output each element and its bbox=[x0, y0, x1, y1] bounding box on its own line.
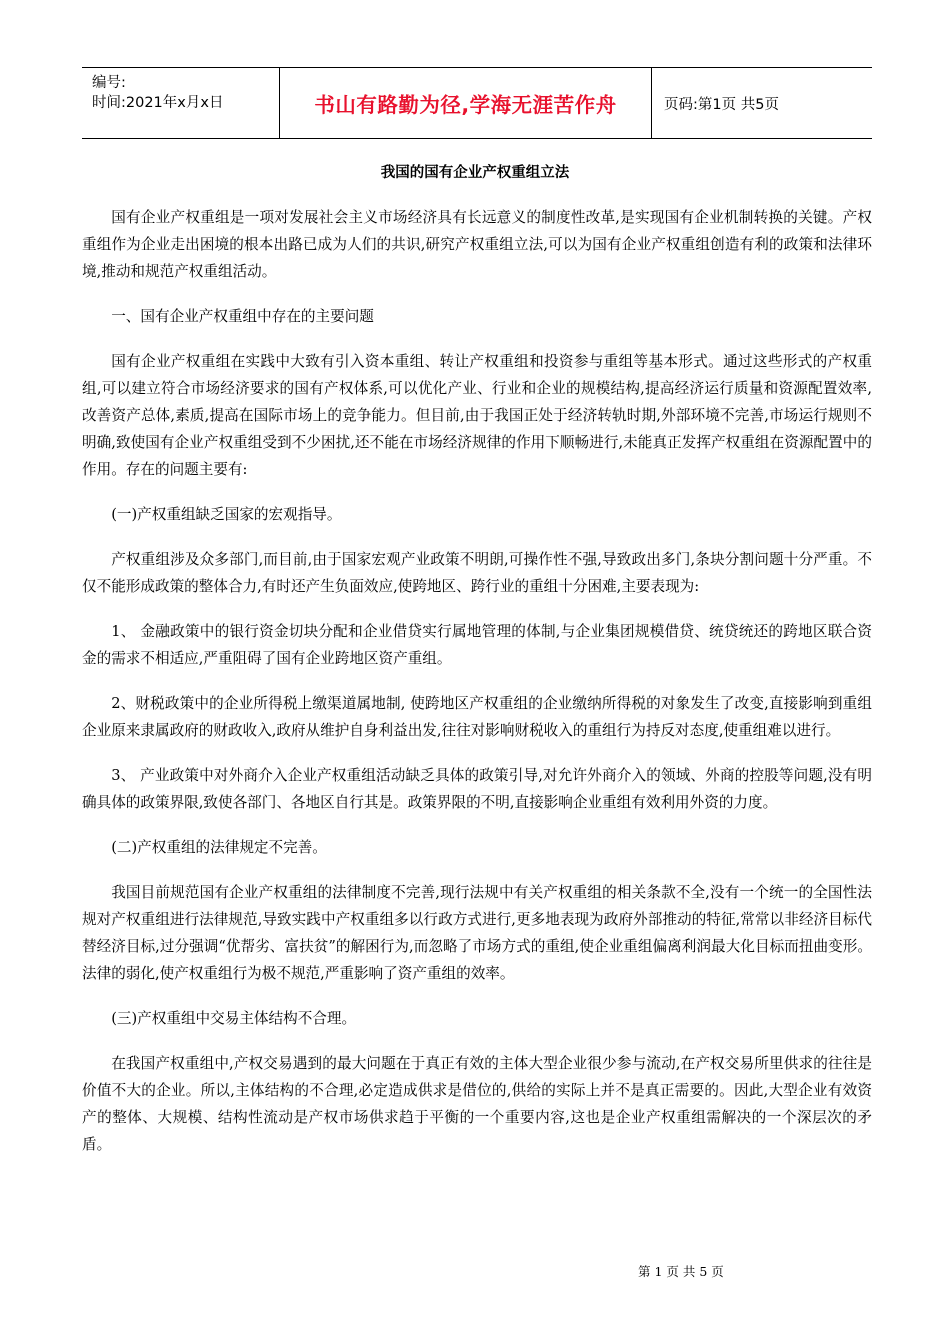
document-title: 我国的国有企业产权重组立法 bbox=[380, 165, 570, 181]
header-motto: 书山有路勤为径,学海无涯苦作舟 bbox=[280, 68, 652, 138]
list-item-2: 2、财税政策中的企业所得税上缴渠道属地制, 使跨地区产权重组的企业缴纳所得税的对象发生了改变,直接影响到重组企业原来隶属政府的财政收入,政府从维护自身利益出发,往往对影响财税收入的重组行为持反对态度,使重组难以进行。 bbox=[82, 695, 872, 739]
document-header bbox=[82, 67, 872, 139]
list-item-3: 3、 产业政策中对外商介入企业产权重组活动缺乏具体的政策引导,对允许外商介入的领域、外商的控股等问题,没有明确具体的政策界限,致使各部门、各地区自行其是。政策界限的不明,直接影响企业重组有效利用外资的力度。 bbox=[82, 767, 872, 811]
section-heading-1: 一、国有企业产权重组中存在的主要问题 bbox=[111, 308, 374, 325]
header-meta-cell bbox=[82, 68, 280, 138]
paragraph: 我国目前规范国有企业产权重组的法律制度不完善,现行法规中有关产权重组的相关条款不全,没有一个统一的全国性法规对产权重组进行法律规范,导致实践中产权重组多以行政方式进行,更多地表现为政府外部推动的特征,常常以非经济目标代替经济目标,过分强调“优帮劣、富扶贫”的解困行为,而忽略了市场方式的重组,使企业重组偏离利润最大化目标而扭曲变形。法律的弱化,使产权重组行为极不规范,严重影响了资产重组的效率。 bbox=[82, 884, 872, 982]
document-body bbox=[82, 204, 872, 1158]
paragraph-intro: 国有企业产权重组是一项对发展社会主义市场经济具有长远意义的制度性改革,是实现国有企业机制转换的关键。产权重组作为企业走出困境的根本出路已成为人们的共识,研究产权重组立法,可以为国有企业产权重组创造有利的政策和法律环境,推动和规范产权重组活动。 bbox=[82, 209, 872, 280]
subsection-heading-1: (一)产权重组缺乏国家的宏观指导。 bbox=[111, 506, 342, 523]
subsection-heading-2: (二)产权重组的法律规定不完善。 bbox=[111, 839, 327, 856]
list-item-1: 1、 金融政策中的银行资金切块分配和企业借贷实行属地管理的体制,与企业集团规模借贷、统贷统还的跨地区联合资金的需求不相适应,严重阻碍了国有企业跨地区资产重组。 bbox=[82, 623, 872, 667]
paragraph: 产权重组涉及众多部门,而目前,由于国家宏观产业政策不明朗,可操作性不强,导致政出多门,条块分割问题十分严重。不仅不能形成政策的整体合力,有时还产生负面效应,使跨地区、跨行业的重组十分困难,主要表现为: bbox=[82, 551, 872, 595]
page-footer: 第 1 页 共 5 页 bbox=[638, 1264, 724, 1279]
paragraph: 国有企业产权重组在实践中大致有引入资本重组、转让产权重组和投资参与重组等基本形式。通过这些形式的产权重组,可以建立符合市场经济要求的国有产权体系,可以优化产业、行业和企业的规模结构,提高经济运行质量和资源配置效率,改善资产总体,素质,提高在国际市场上的竞争能力。但目前,由于我国正处于经济转轨时期,外部环境不完善,市场运行规则不明确,致使国有企业产权重组受到不少困扰,还不能在市场经济规律的作用下顺畅进行,未能真正发挥产权重组在资源配置中的作用。存在的问题主要有: bbox=[82, 353, 872, 478]
paragraph: 在我国产权重组中,产权交易遇到的最大问题在于真正有效的主体大型企业很少参与流动,在产权交易所里供求的往往是价值不大的企业。所以,主体结构的不合理,必定造成供求是借位的,供给的实际上并不是真正需要的。因此,大型企业有效资产的整体、大规模、结构性流动是产权市场供求趋于平衡的一个重要内容,这也是企业产权重组需解决的一个深层次的矛盾。 bbox=[82, 1055, 872, 1153]
subsection-heading-3: (三)产权重组中交易主体结构不合理。 bbox=[111, 1010, 357, 1027]
header-page-indicator: 页码:第1页 共5页 bbox=[664, 96, 779, 113]
document-time-label: 时间:2021年x月x日 bbox=[92, 95, 224, 111]
document-number-label: 编号: bbox=[92, 75, 126, 91]
